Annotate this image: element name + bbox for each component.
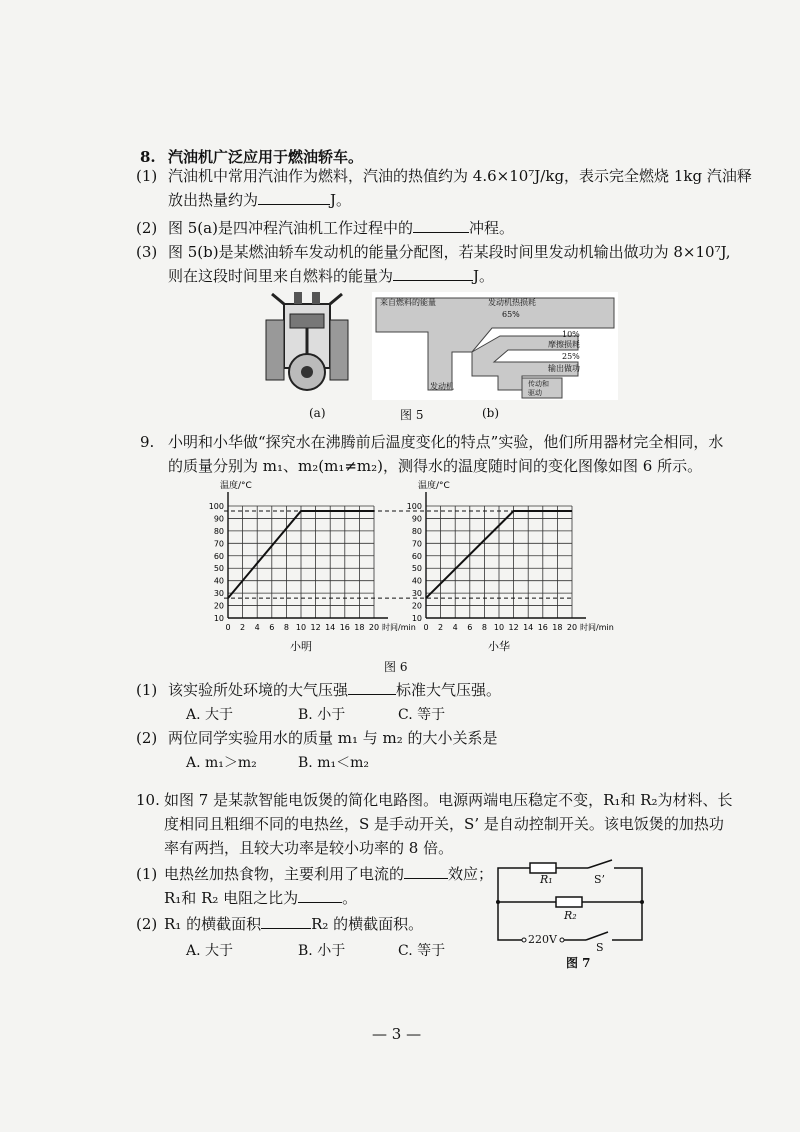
y-tick-label: 30 [411, 589, 422, 599]
y-tick-label: 70 [213, 539, 224, 549]
q10-p2-option-b[interactable]: B. 小于 [298, 943, 346, 959]
q10-p1-text: 电热丝加热食物，主要利用了电流的 [164, 865, 405, 883]
fig5b-friction-label: 摩擦损耗 [548, 340, 580, 349]
q10-p1-line2 [164, 888, 357, 908]
q10-number: 10. [136, 791, 160, 809]
y-tick-label: 40 [213, 576, 224, 586]
q9-p2-option-b[interactable]: B. m₁＜m₂ [298, 755, 369, 771]
q10-line1: 如图 7 是某款智能电饭煲的简化电路图。电源两端电压稳定不变，R₁和 R₂为材料、长 [164, 791, 733, 809]
x-tick-label: 0 [423, 623, 429, 632]
q10-p2-option-c[interactable]: C. 等于 [398, 943, 446, 959]
q9-p2-number: (2) [136, 729, 158, 747]
fig5b-exhaust-label: 发动机热损耗 [488, 298, 536, 307]
q10-p2-line [164, 914, 423, 934]
y-axis-label: 温度/°C [418, 481, 450, 491]
q10-p2-number: (2) [136, 915, 158, 933]
x-tick-label: 20 [368, 623, 380, 632]
q10-line2: 度相同且粗细不同的电热丝，S 是手动开关，S’ 是自动控制开关。该电饭煲的加热功 [164, 815, 724, 833]
q10-p1-suffix: 效应； [448, 865, 494, 883]
x-tick-label: 4 [254, 623, 260, 632]
x-tick-label: 8 [481, 623, 487, 632]
x-tick-label: 6 [269, 623, 275, 632]
x-tick-label: 14 [325, 623, 336, 632]
x-axis-label: 时间/min [382, 623, 416, 632]
q10-p1-blank-1[interactable] [404, 864, 448, 879]
q8-p2-line [168, 218, 514, 238]
q8-stem: 汽油机广泛应用于燃油轿车。 [168, 148, 364, 166]
x-tick-label: 14 [523, 623, 534, 632]
q10-p2-option-a[interactable]: A. 大于 [186, 943, 234, 959]
x-tick-label: 4 [452, 623, 458, 632]
q10-line3: 率有两挡，且较大功率是较小功率的 8 倍。 [164, 839, 454, 857]
q10-p2-text: R₁ 的横截面积 [164, 915, 262, 933]
q9-p1-option-a[interactable]: A. 大于 [186, 707, 234, 723]
chart-owner-label: 小华 [488, 640, 510, 653]
y-tick-label: 80 [411, 526, 422, 536]
q10-p1-number: (1) [136, 865, 158, 883]
y-tick-label: 60 [411, 551, 422, 561]
fig7-r1-label: R₁ [540, 873, 553, 886]
q10-p2-suffix: R₂ 的横截面积。 [311, 915, 424, 933]
fig5b-drive-label: 传动和 驱动 [528, 380, 549, 397]
y-tick-label: 60 [213, 551, 224, 561]
fig7-caption: 图 7 [566, 956, 591, 970]
y-tick-label: 90 [213, 514, 224, 524]
q8-p3-unit: J。 [473, 267, 495, 285]
q9-line2: 的质量分别为 m₁、m₂(m₁≠m₂)，测得水的温度随时间的变化图像如图 6 所示。 [168, 457, 703, 475]
fig5b-engine-label: 发动机 [430, 382, 454, 391]
x-tick-label: 2 [240, 623, 246, 632]
x-tick-label: 6 [467, 623, 473, 632]
page-number: — 3 — [372, 1025, 422, 1043]
q9-line1: 小明和小华做“探究水在沸腾前后温度变化的特点”实验，他们所用器材完全相同，水 [168, 433, 724, 451]
q9-p1-text: 该实验所处环境的大气压强 [168, 681, 349, 699]
y-tick-label: 20 [213, 601, 224, 611]
y-tick-label: 90 [411, 514, 422, 524]
q9-p2-option-a[interactable]: A. m₁＞m₂ [186, 755, 257, 771]
resistor-r2-symbol [556, 897, 582, 907]
fig5b-10-percent: 10% [562, 330, 580, 339]
fig5b-label: (b) [482, 406, 500, 420]
q8-p1-line1: 汽油机中常用汽油作为燃料，汽油的热值约为 4.6×10⁷J/kg，表示完全燃烧 1kg 汽油释 [168, 167, 752, 185]
fig7-s-label: S [596, 941, 604, 954]
q8-p3-text: 则在这段时间里来自燃料的能量为 [168, 267, 394, 285]
y-tick-label: 10 [411, 614, 422, 623]
q8-p1-text: 放出热量约为 [168, 191, 259, 209]
y-tick-label: 50 [411, 564, 422, 574]
fig5b-25-percent: 25% [562, 352, 580, 361]
q9-p1-option-c[interactable]: C. 等于 [398, 707, 446, 723]
q8-p2-text: 图 5(a)是四冲程汽油机工作过程中的 [168, 219, 413, 237]
y-tick-label: 20 [411, 601, 422, 611]
q10-p1-ratio-text: R₁和 R₂ 电阻之比为 [164, 889, 299, 907]
q8-p3-line1: 图 5(b)是某燃油轿车发动机的能量分配图，若某段时间里发动机输出做功为 8×10⁷J, [168, 243, 731, 261]
x-tick-label: 16 [537, 623, 548, 632]
q9-p1-line [168, 680, 501, 700]
y-tick-label: 40 [411, 576, 422, 586]
q10-p1-ratio-suffix: 。 [342, 889, 358, 907]
x-tick-label: 8 [283, 623, 289, 632]
q8-p2-suffix: 冲程。 [468, 219, 514, 237]
x-tick-label: 20 [566, 623, 578, 632]
fig6-charts [0, 480, 800, 670]
fig6-caption: 图 6 [384, 660, 408, 674]
y-tick-label: 100 [406, 502, 422, 511]
y-tick-label: 50 [213, 564, 224, 574]
x-tick-label: 16 [339, 623, 350, 632]
y-axis-label: 温度/°C [220, 481, 252, 491]
fig5b-exhaust-percent: 65% [502, 310, 520, 319]
q9-p1-blank[interactable] [348, 680, 396, 695]
q8-p3-blank[interactable] [393, 266, 473, 281]
switch-s-symbol [586, 932, 608, 940]
q8-p1-number: (1) [136, 167, 158, 185]
x-tick-label: 18 [552, 623, 563, 632]
fig5b-source-label: 来自燃料的能量 [380, 298, 436, 307]
q9-p1-option-b[interactable]: B. 小于 [298, 707, 346, 723]
q8-p1-unit: J。 [330, 191, 352, 209]
q8-p3-line2 [168, 266, 494, 286]
resistor-r1-symbol [530, 863, 556, 873]
q8-p1-line2 [168, 190, 351, 210]
q8-number: 8. [140, 148, 156, 166]
circuit-diagram [488, 858, 656, 950]
x-tick-label: 2 [438, 623, 444, 632]
q9-number: 9. [140, 433, 155, 451]
y-tick-label: 70 [411, 539, 422, 549]
q8-p1-blank[interactable] [258, 190, 330, 205]
fig5b-output-label: 输出做功 [548, 364, 580, 373]
x-axis-label: 时间/min [580, 623, 614, 632]
q9-p2-text: 两位同学实验用水的质量 m₁ 与 m₂ 的大小关系是 [168, 729, 498, 747]
x-tick-label: 0 [225, 623, 231, 632]
fig5-caption: 图 5 [400, 408, 424, 422]
chart-owner-label: 小明 [290, 640, 312, 653]
x-tick-label: 12 [508, 623, 519, 632]
engine-cylinder-illustration [262, 290, 354, 402]
q10-p2-blank[interactable] [261, 914, 311, 929]
y-tick-label: 10 [213, 614, 224, 623]
fig7-r2-label: R₂ [564, 909, 577, 922]
q8-p2-number: (2) [136, 219, 158, 237]
q8-p2-blank[interactable] [413, 218, 469, 233]
x-tick-label: 12 [310, 623, 321, 632]
q8-p3-number: (3) [136, 243, 158, 261]
y-tick-label: 30 [213, 589, 224, 599]
x-tick-label: 10 [295, 623, 307, 632]
q9-p1-number: (1) [136, 681, 158, 699]
y-tick-label: 80 [213, 526, 224, 536]
fig7-voltage-label: 220V [528, 933, 557, 946]
y-tick-label: 100 [208, 502, 224, 511]
fig7-s-prime-label: S’ [594, 873, 606, 886]
x-tick-label: 10 [493, 623, 505, 632]
q10-p1-line1 [164, 864, 493, 884]
switch-s-prime-symbol [588, 860, 612, 868]
energy-flow-diagram [372, 292, 618, 400]
q10-p1-blank-2[interactable] [298, 888, 342, 903]
q9-p1-suffix: 标准大气压强。 [396, 681, 502, 699]
x-tick-label: 18 [354, 623, 365, 632]
fig5a-label: (a) [309, 406, 326, 420]
